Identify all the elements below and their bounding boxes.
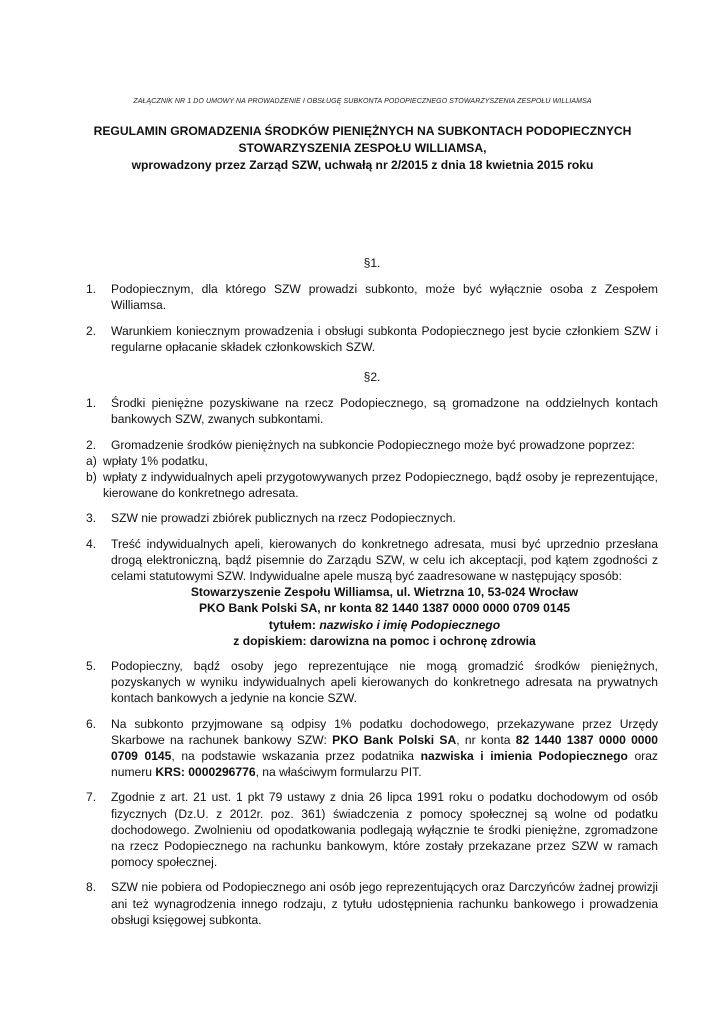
section-1-heading: §1. [363, 256, 381, 270]
sub-item-a [86, 453, 658, 469]
title-line-1: REGULAMIN GROMADZENIA ŚRODKÓW PIENIĘŻNYCH NA SUBKONTACH PODOPIECZNYCH [93, 124, 632, 138]
list-item [86, 281, 658, 313]
item-number: 1. [86, 282, 97, 297]
item-number: 4. [86, 536, 97, 551]
item-number: 6. [86, 716, 97, 731]
title-line-3: wprowadzony przez Zarząd SZW, uchwałą nr 2/2015 z dnia 18 kwietnia 2015 roku [131, 158, 594, 172]
section-2 [86, 369, 658, 937]
taxpayer-indication: nazwiska i imienia Podopiecznego [420, 749, 628, 764]
item-number: 2. [86, 323, 97, 338]
document-title [60, 123, 665, 174]
sub-item-text: wpłaty z indywidualnych apeli przygotowywanych przez Podopiecznego, bądź osoby je reprezentujące, kierowane do konkretnego adresata. [103, 470, 658, 501]
account-number: 82 1440 1387 0000 0000 0709 0145 [111, 732, 658, 764]
item-text: Warunkiem koniecznym prowadzenia i obsługi subkonta Podopiecznego jest bycie członkiem SZW i regularne opłacanie składek członkowskich SZW. [111, 323, 658, 354]
title-line-2: STOWARZYSZENIA ZESPOŁU WILLIAMSA, [238, 141, 487, 155]
address-title-placeholder: nazwisko i imię Podopiecznego [319, 617, 501, 632]
item-text: SZW nie pobiera od Podopiecznego ani osób jego reprezentujących oraz Darczyńców żadnej prowizji ani też wynagrodzenia innego rodzaju, z tytułu udostępnienia rachunku bankowego i prowadzenia obsługi księgowej subkonta. [111, 880, 658, 927]
krs-number: KRS: 0000296776 [155, 765, 256, 780]
header-note: ZAŁĄCZNIK NR 1 DO UMOWY NA PROWADZENIE I OBSŁUGĘ SUBKONTA PODOPIECZNEGO STOWARZYSZENIA ZESPOŁU WILLIAMSA [133, 98, 592, 105]
address-line-1: Stowarzyszenie Zespołu Williamsa, ul. Wietrzna 10, 53-024 Wrocław [190, 585, 579, 600]
item-text: SZW nie prowadzi zbiórek publicznych na rzecz Podopiecznych. [111, 511, 456, 526]
bank-name: PKO Bank Polski SA [332, 732, 457, 747]
address-line-2: PKO Bank Polski SA, nr konta 82 1440 1387 0000 0000 0709 0145 [198, 601, 571, 616]
item-text-part: , na właściwym formularzu PIT. [255, 765, 422, 780]
section-2-list [86, 395, 658, 928]
list-item [86, 323, 658, 355]
list-item [86, 658, 658, 707]
item-number: 1. [86, 396, 97, 411]
item-text: Podopieczny, bądź osoby jego reprezentujące nie mogą gromadzić środków pieniężnych, pozyskanych w wyniku indywidualnych apeli kierowanych do konkretnego adresata na prywatnych kontach bankowych a jedynie na koncie SZW. [111, 659, 658, 706]
item-text-part: Na subkonto przyjmowane są odpisy 1% podatku dochodowego, przekazywane przez Urzędy Skarbowe na rachunek bankowy SZW: [111, 716, 658, 747]
item-number: 2. [86, 437, 97, 452]
sub-item-label: b) [86, 470, 97, 485]
item-text: Gromadzenie środków pieniężnych na subkoncie Podopiecznego może być prowadzone poprzez: [111, 437, 635, 452]
list-item [86, 395, 658, 427]
section-1 [86, 255, 658, 364]
section-2-heading: §2. [363, 370, 381, 384]
section-1-list [86, 281, 658, 355]
list-item [86, 510, 658, 526]
item-number: 5. [86, 659, 97, 674]
list-item [86, 536, 658, 649]
item-text: Podopiecznym, dla którego SZW prowadzi subkonto, może być wyłącznie osoba z Zespołem Williamsa. [111, 282, 658, 313]
list-item [86, 879, 658, 928]
address-line-4: z dopiskiem: darowizna na pomoc i ochronę zdrowia [233, 633, 536, 648]
address-title-prefix: tytułem: [268, 617, 316, 632]
list-item [86, 716, 658, 781]
item-text-part: , na podstawie wskazania przez podatnika [171, 749, 415, 764]
sub-item-text: wpłaty 1% podatku, [103, 453, 208, 468]
item-text-part: , nr konta [456, 732, 511, 747]
sub-item-b [86, 469, 658, 501]
list-item [86, 437, 658, 502]
list-item [86, 789, 658, 870]
address-line-3 [111, 617, 658, 633]
item-number: 8. [86, 880, 97, 895]
item-number: 7. [86, 790, 97, 805]
item-number: 3. [86, 511, 97, 526]
item-text: Zgodnie z art. 21 ust. 1 pkt 79 ustawy z dnia 26 lipca 1991 roku o podatku dochodowym od osób fizycznych (Dz.U. z 2012r. poz. 361) świadczenia z pomocy społecznej są wolne od podatku dochodowego. Zwolnieniu od opodatkowania podlegają wyłącznie te środki pieniężne, zgromadzone na rzecz Podopiecznego na rachunku bankowym, które zostały przekazane przez SZW w ramach pomocy społecznej. [111, 790, 658, 870]
sub-item-label: a) [86, 453, 97, 468]
item-text-part: oraz numeru [111, 749, 658, 780]
item-text: Środki pieniężne pozyskiwane na rzecz Podopiecznego, są gromadzone na oddzielnych kontach bankowych SZW, zwanych subkontami. [111, 396, 658, 427]
item-text: Treść indywidualnych apeli, kierowanych do konkretnego adresata, musi być uprzednio przesłana drogą elektroniczną, bądź pisemnie do Zarządu SZW, w celu ich akceptacji, pod kątem zgodności z celami statutowymi SZW. Indywidualne apele muszą być zaadresowane w następujący sposób: [111, 536, 658, 584]
